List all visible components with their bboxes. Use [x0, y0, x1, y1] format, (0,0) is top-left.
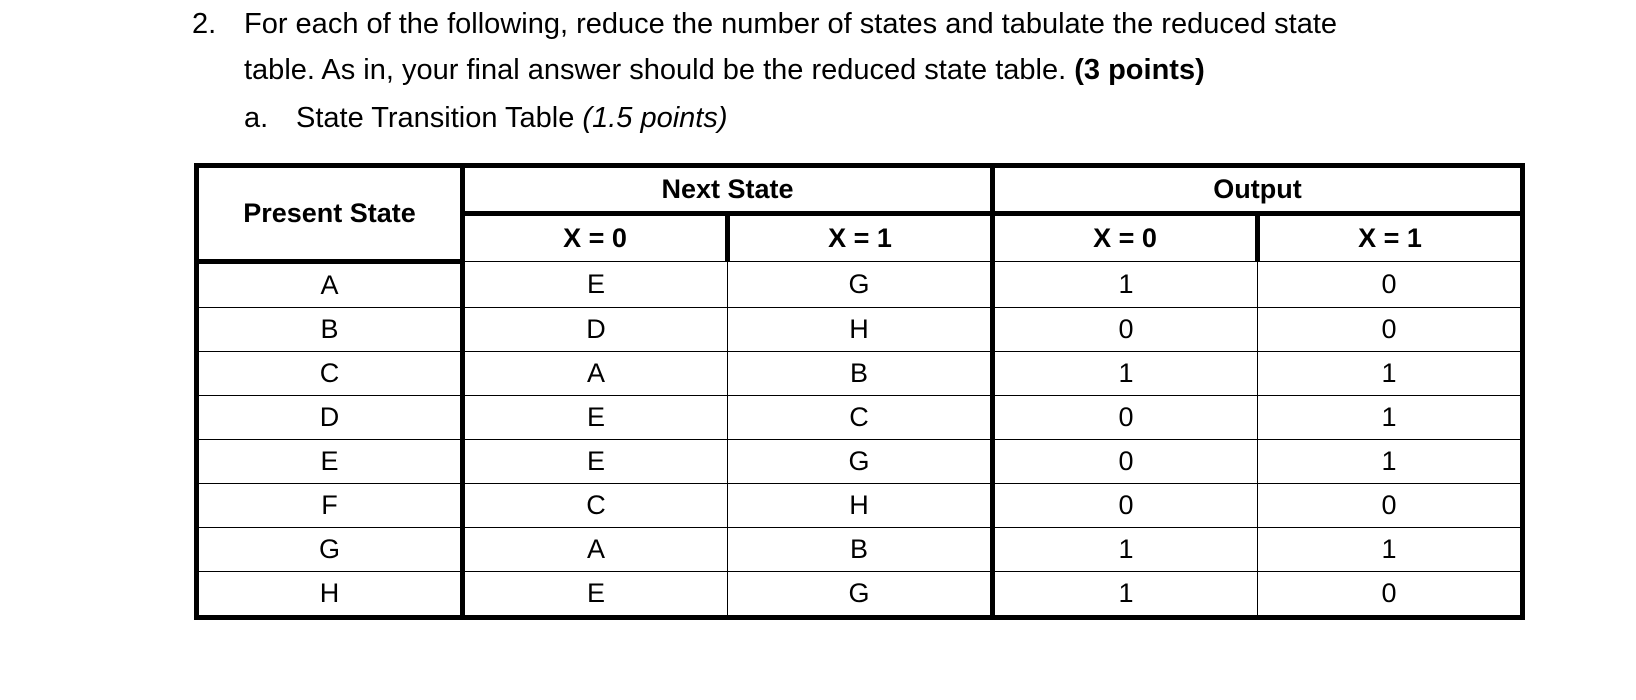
next-state-x0-cell: D [463, 308, 728, 352]
state-table-wrapper [194, 163, 1525, 620]
table-row [197, 484, 1523, 528]
state-transition-table [194, 163, 1525, 620]
next-state-x1-cell: G [728, 440, 993, 484]
next-state-x0-cell: E [463, 396, 728, 440]
present-state-cell: C [197, 352, 463, 396]
output-x0-cell: 0 [993, 396, 1258, 440]
table-row [197, 440, 1523, 484]
table-row [197, 572, 1523, 618]
output-x0-cell: 1 [993, 572, 1258, 618]
table-row [197, 528, 1523, 572]
table-row [197, 396, 1523, 440]
subquestion-letter: a. [244, 102, 269, 134]
output-x1-cell: 1 [1258, 528, 1523, 572]
output-x0-cell: 1 [993, 352, 1258, 396]
present-state-cell: E [197, 440, 463, 484]
next-state-x0-cell: A [463, 352, 728, 396]
question-number: 2. [192, 8, 217, 40]
output-x0-cell: 1 [993, 528, 1258, 572]
next-state-x0-cell: E [463, 440, 728, 484]
question-text-2: table. As in, your final answer should be the reduced state table. [244, 54, 1075, 86]
question-block [192, 0, 1612, 140]
output-x0-cell: 0 [993, 484, 1258, 528]
output-x0-cell: 0 [993, 440, 1258, 484]
present-state-header: Present State [197, 166, 463, 262]
next-state-x1-cell: B [728, 352, 993, 396]
subquestion-title: State Transition Table [296, 102, 583, 134]
question-points: (3 points) [1074, 54, 1205, 86]
question-line-2 [192, 46, 1612, 94]
output-x1-header: X = 1 [1258, 214, 1523, 262]
next-x0-header: X = 0 [463, 214, 728, 262]
next-state-x1-cell: B [728, 528, 993, 572]
present-state-cell: H [197, 572, 463, 618]
next-state-x1-cell: H [728, 484, 993, 528]
question-text-1: For each of the following, reduce the number of states and tabulate the reduced state [244, 8, 1338, 40]
header-row-top [197, 166, 1523, 214]
next-state-x0-cell: E [463, 262, 728, 308]
next-state-header: Next State [463, 166, 993, 214]
output-header: Output [993, 166, 1523, 214]
output-x1-cell: 1 [1258, 440, 1523, 484]
present-state-cell: G [197, 528, 463, 572]
table-row [197, 262, 1523, 308]
table-row [197, 308, 1523, 352]
output-x0-cell: 1 [993, 262, 1258, 308]
output-x1-cell: 0 [1258, 262, 1523, 308]
output-x1-cell: 1 [1258, 352, 1523, 396]
subquestion-a [192, 94, 1612, 140]
next-state-x1-cell: G [728, 572, 993, 618]
question-line-1 [192, 0, 1612, 46]
next-state-x0-cell: C [463, 484, 728, 528]
subquestion-points: (1.5 points) [582, 102, 728, 134]
present-state-cell: D [197, 396, 463, 440]
next-state-x0-cell: A [463, 528, 728, 572]
output-x1-cell: 0 [1258, 308, 1523, 352]
output-x1-cell: 0 [1258, 484, 1523, 528]
next-state-x0-cell: E [463, 572, 728, 618]
present-state-cell: A [197, 262, 463, 308]
output-x0-header: X = 0 [993, 214, 1258, 262]
output-x0-cell: 0 [993, 308, 1258, 352]
next-state-x1-cell: H [728, 308, 993, 352]
output-x1-cell: 1 [1258, 396, 1523, 440]
next-state-x1-cell: C [728, 396, 993, 440]
table-row [197, 352, 1523, 396]
output-x1-cell: 0 [1258, 572, 1523, 618]
present-state-cell: F [197, 484, 463, 528]
next-state-x1-cell: G [728, 262, 993, 308]
next-x1-header: X = 1 [728, 214, 993, 262]
present-state-cell: B [197, 308, 463, 352]
